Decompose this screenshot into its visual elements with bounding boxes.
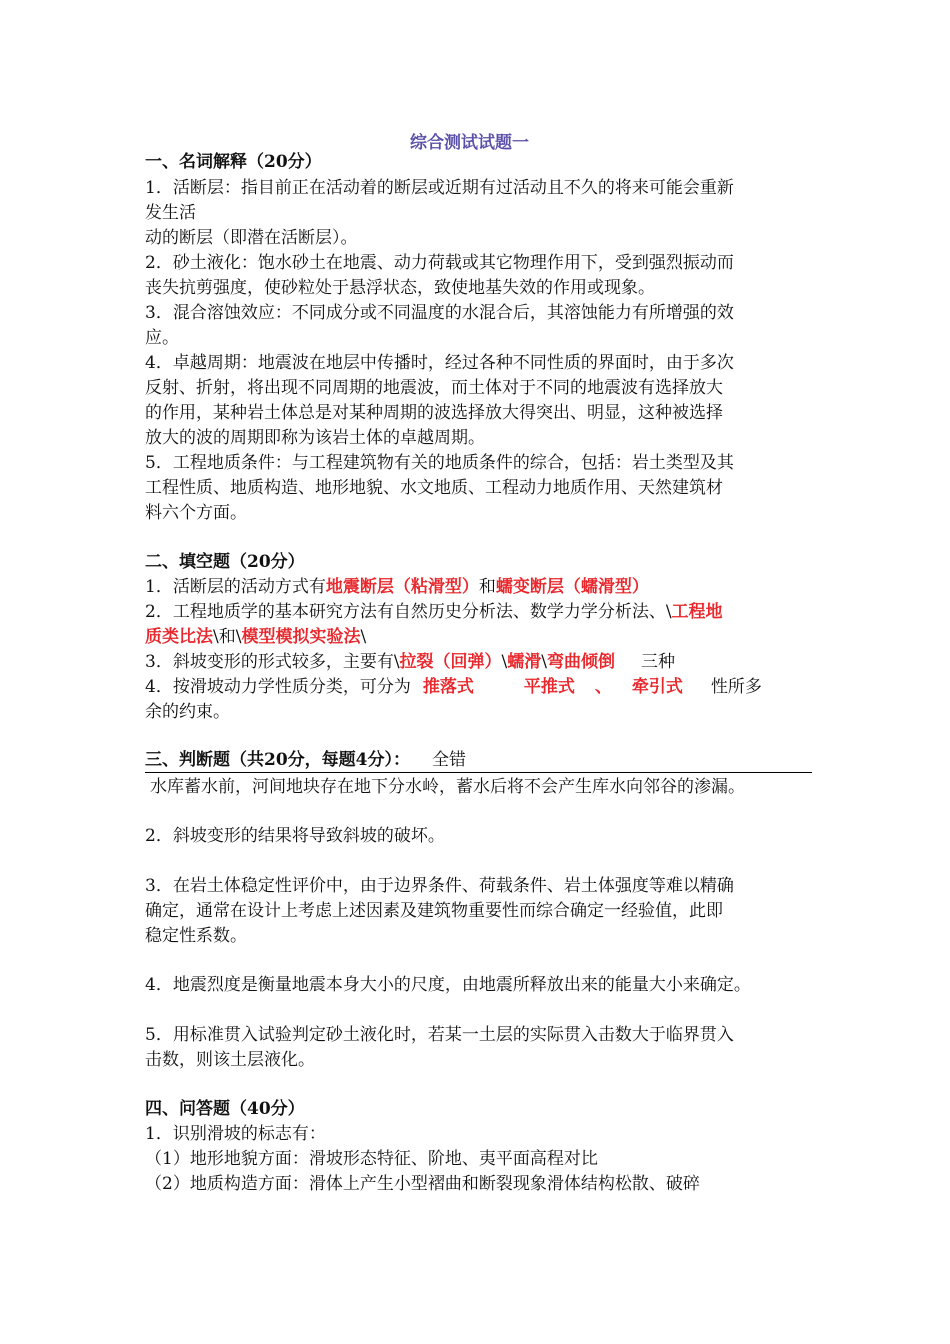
judge-question-5: 击数，则该土层液化。	[145, 1050, 315, 1070]
doc-title: 综合测试试题一	[410, 133, 529, 153]
s1-line: 1．活断层：指目前正在活动着的断层或近期有过活动且不久的将来可能会重新	[145, 178, 734, 198]
s1-line: 2．砂土液化：饱水砂土在地震、动力荷载或其它物理作用下，受到强烈振动而	[145, 253, 734, 273]
section-4-heading: 四、问答题（40分）	[145, 1099, 305, 1119]
question-text: 4．按滑坡动力学性质分类，可分为	[145, 677, 411, 697]
answer-text: 蠕滑	[507, 652, 542, 672]
answer-text: 平推式	[523, 677, 575, 697]
section-3-title: 三、判断题（共20分，每题4分）：	[145, 750, 410, 770]
question-text: 3．斜坡变形的形式较多，主要有\	[145, 652, 400, 672]
question-text: 和	[478, 577, 496, 597]
heading-underline	[145, 772, 812, 773]
answer-text: 弯曲倾倒	[547, 652, 616, 672]
question-text: \和\	[213, 627, 242, 647]
question-text: \	[501, 652, 508, 672]
section-2-heading: 二、填空题（20分）	[145, 552, 305, 572]
s1-line: 发生活	[145, 203, 196, 223]
s1-line: 工程性质、地质构造、地形地貌、水文地质、工程动力地质作用、天然建筑材	[145, 478, 723, 498]
question-text: 三种	[641, 652, 676, 672]
s1-line: 5．工程地质条件：与工程建筑物有关的地质条件的综合，包括：岩土类型及其	[145, 453, 734, 473]
s1-line: 动的断层（即潜在活断层）。	[145, 228, 358, 248]
s1-line: 3．混合溶蚀效应：不同成分或不同温度的水混合后，其溶蚀能力有所增强的效	[145, 303, 734, 323]
fill-question-3	[145, 652, 675, 672]
judge-question-4: 4．地震烈度是衡量地震本身大小的尺度，由地震所释放出来的能量大小来确定。	[145, 975, 751, 995]
answer-text: 模型模拟实验法	[241, 627, 361, 647]
s4-line: （1）地形地貌方面：滑坡形态特征、阶地、夷平面高程对比	[145, 1149, 598, 1169]
fill-question-4-cont: 余的约束。	[145, 702, 230, 722]
judge-question-3: 3．在岩土体稳定性评价中，由于边界条件、荷载条件、岩土体强度等难以精确	[145, 876, 734, 896]
answer-text: 质类比法	[145, 627, 213, 647]
judge-question-3: 稳定性系数。	[145, 926, 247, 946]
fill-question-4	[145, 677, 762, 697]
answer-text: 工程地	[671, 602, 723, 622]
answer-text: 地震断层（粘滑型）	[325, 577, 479, 597]
question-text: \	[360, 627, 367, 647]
fill-question-2	[145, 602, 723, 622]
judge-question-1: 水库蓄水前，河间地块存在地下分水岭，蓄水后将不会产生库水向邻谷的渗漏。	[150, 777, 745, 797]
s1-line: 应。	[145, 328, 179, 348]
section-3-heading	[145, 750, 466, 770]
s1-line: 丧失抗剪强度，使砂粒处于悬浮状态，致使地基失效的作用或现象。	[145, 278, 655, 298]
question-text: 2．工程地质学的基本研究方法有自然历史分析法、数学力学分析法、\	[145, 602, 672, 622]
answer-text: 蠕变断层（蠕滑型）	[495, 577, 649, 597]
s1-line: 反射、折射，将出现不同周期的地震波，而土体对于不同的地震波有选择放大	[145, 378, 723, 398]
answer-text: 拉裂（回弹）	[399, 652, 502, 672]
s1-line: 的作用，某种岩土体总是对某种周期的波选择放大得突出、明显，这种被选择	[145, 403, 723, 423]
fill-question-2-cont	[145, 627, 366, 647]
s1-line: 放大的波的周期即称为该岩土体的卓越周期。	[145, 428, 485, 448]
fill-question-1	[145, 577, 649, 597]
s4-line: 1．识别滑坡的标志有：	[145, 1124, 326, 1144]
section-3-answer: 全错	[432, 750, 466, 770]
s4-line: （2）地质构造方面：滑体上产生小型褶曲和断裂现象滑体结构松散、破碎	[145, 1174, 700, 1194]
judge-question-3: 确定，通常在设计上考虑上述因素及建筑物重要性而综合确定一经验值，此即	[145, 901, 723, 921]
answer-text: 推落式	[422, 677, 474, 697]
answer-text: 、	[594, 677, 612, 697]
question-text: 性所多	[710, 677, 762, 697]
section-1-heading: 一、名词解释（20分）	[145, 152, 322, 172]
s1-line: 4．卓越周期：地震波在地层中传播时，经过各种不同性质的界面时，由于多次	[145, 353, 734, 373]
question-text: \	[541, 652, 548, 672]
judge-question-5: 5．用标准贯入试验判定砂土液化时，若某一土层的实际贯入击数大于临界贯入	[145, 1025, 734, 1045]
s1-line: 料六个方面。	[145, 503, 247, 523]
judge-question-2: 2．斜坡变形的结果将导致斜坡的破坏。	[145, 826, 445, 846]
answer-text: 牵引式	[631, 677, 683, 697]
question-text: 1．活断层的活动方式有	[145, 577, 326, 597]
